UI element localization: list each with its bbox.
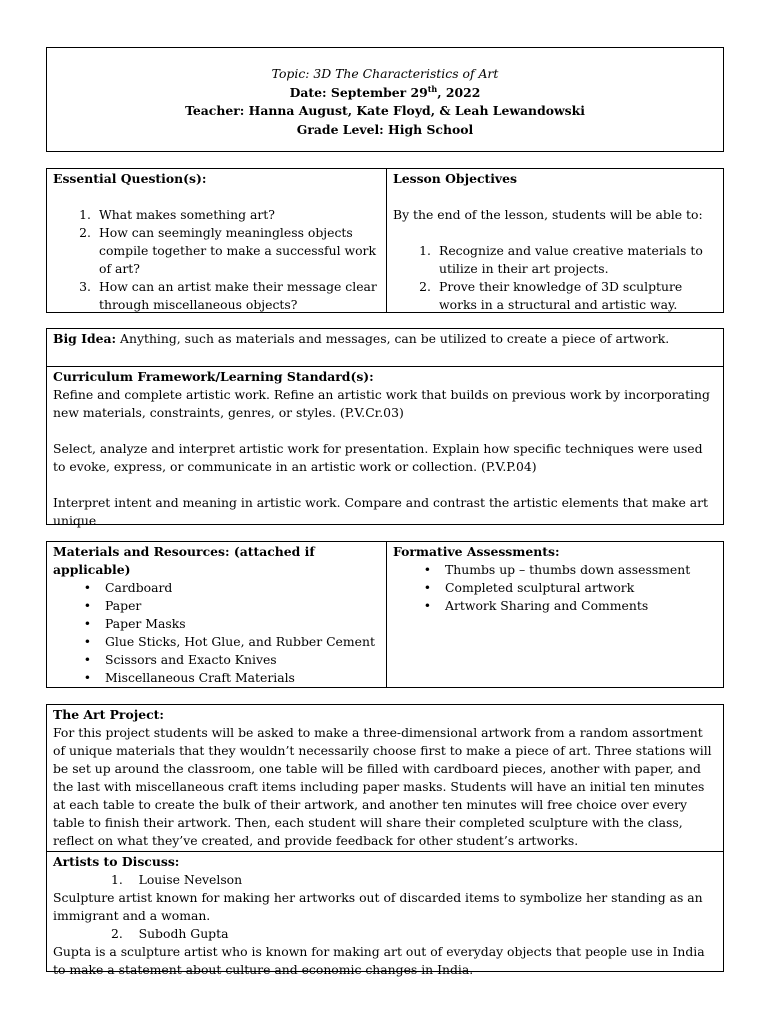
item-text: Scissors and Exacto Knives: [105, 652, 277, 667]
list-item: [53, 615, 380, 633]
date-line: [47, 84, 723, 103]
artist-description: Gupta is a sculpture artist who is known for making art out of everyday objects that people use in India to make a statement about culture and economic changes in India.: [53, 944, 705, 977]
big-idea-label: Big Idea:: [53, 331, 117, 346]
formative-cell: [387, 542, 723, 687]
artist-heading: [53, 871, 717, 889]
artist-name: Louise Nevelson: [138, 872, 243, 887]
item-text: Paper Masks: [105, 616, 186, 631]
item-text: Completed sculptural artwork: [445, 580, 635, 595]
list-item: [393, 579, 717, 597]
artist-description: Sculpture artist known for making her artworks out of discarded items to symbolize her standing as an immigrant and a woman.: [53, 890, 703, 923]
list-item: [53, 206, 380, 224]
materials-list: [53, 579, 380, 687]
item-number: 1.: [79, 207, 91, 222]
bullet-icon: •: [83, 616, 91, 631]
essential-questions-cell: [47, 169, 387, 312]
item-number: 1.: [419, 243, 431, 258]
art-project-text: For this project students will be asked to make a three-dimensional artwork from a random assortment of unique materials that they wouldn’t necessarily choose first to make a piece of art. Three stations will be set up around the classroom, one table will be filled with cardboard pieces, another with paper, and the last with miscellaneous craft items including paper masks. Students will have an initial ten minutes at each table to create the bulk of their artwork, and another ten minutes will free choice over every table to finish their artwork. Then, each student will share their completed sculpture with the class, reflect on what they’ve created, and provide feedback for other student’s artworks.: [53, 725, 712, 848]
date-sup: th: [427, 83, 438, 94]
materials-assessment-table: [46, 541, 724, 688]
list-item: [53, 633, 380, 651]
item-number: 2.: [79, 225, 91, 240]
artists-title: Artists to Discuss:: [53, 854, 180, 869]
item-text: Prove their knowledge of 3D sculpture works in a structural and artistic way.: [439, 279, 683, 312]
artists-cell: [47, 851, 723, 980]
objectives-intro: By the end of the lesson, students will be able to:: [393, 207, 703, 222]
curriculum-title: Curriculum Framework/Learning Standard(s):: [53, 369, 374, 384]
bullet-icon: •: [83, 670, 91, 685]
list-item: [53, 224, 380, 278]
materials-title: Materials and Resources: (attached if applicable): [53, 544, 315, 577]
lesson-objectives-cell: [387, 169, 723, 312]
item-text: Artwork Sharing and Comments: [445, 598, 649, 613]
item-text: Miscellaneous Craft Materials: [105, 670, 295, 685]
artist-name: Subodh Gupta: [138, 926, 229, 941]
list-item: [393, 278, 717, 314]
header-box: [46, 47, 724, 152]
big-idea-text: Anything, such as materials and messages, can be utilized to create a piece of artwork.: [116, 331, 670, 346]
objectives-list: [393, 242, 717, 314]
bullet-icon: •: [423, 562, 431, 577]
topic-title: Topic: 3D The Characteristics of Art: [271, 66, 499, 81]
list-item: [53, 597, 380, 615]
big-idea-curriculum-table: [46, 328, 724, 528]
item-number: 2.: [111, 926, 123, 941]
curriculum-paragraph: Refine and complete artistic work. Refine an artistic work that builds on previous work by incorporating new materials, constraints, genres, or styles. (P.V.Cr.03): [53, 387, 710, 420]
item-text: Glue Sticks, Hot Glue, and Rubber Cement: [105, 634, 375, 649]
item-number: 1.: [111, 872, 123, 887]
grade-line: Grade Level: High School: [296, 121, 474, 137]
bullet-icon: •: [423, 598, 431, 613]
item-text: How can seemingly meaningless objects compile together to make a successful work of art?: [99, 225, 376, 276]
formative-list: [393, 561, 717, 615]
art-project-cell: [47, 705, 723, 851]
item-text: What makes something art?: [99, 207, 275, 222]
artist-heading: [53, 925, 717, 943]
date-suffix: , 2022: [437, 84, 481, 100]
big-idea-cell: [47, 329, 723, 366]
essential-questions-title: Essential Question(s):: [53, 171, 207, 186]
curriculum-cell: [47, 366, 723, 531]
art-project-table: [46, 704, 724, 977]
list-item: [53, 651, 380, 669]
list-item: [393, 242, 717, 278]
questions-objectives-table: [46, 168, 724, 313]
lesson-objectives-title: Lesson Objectives: [393, 171, 517, 186]
curriculum-paragraph: Select, analyze and interpret artistic work for presentation. Explain how specific techniques were used to evoke, express, or communicate in an artistic work or collection. (P.V.P.04): [53, 441, 703, 474]
art-project-title: The Art Project:: [53, 707, 164, 722]
item-number: 3.: [79, 279, 91, 294]
item-text: Thumbs up – thumbs down assessment: [445, 562, 691, 577]
bullet-icon: •: [83, 652, 91, 667]
essential-questions-list: [53, 206, 380, 314]
item-number: 2.: [419, 279, 431, 294]
bullet-icon: •: [83, 580, 91, 595]
list-item: [393, 561, 717, 579]
materials-cell: [47, 542, 387, 687]
formative-title: Formative Assessments:: [393, 544, 560, 559]
teacher-line: Teacher: Hanna August, Kate Floyd, & Leah Lewandowski: [185, 103, 585, 118]
list-item: [53, 669, 380, 687]
item-text: Cardboard: [105, 580, 173, 595]
item-text: Recognize and value creative materials to utilize in their art projects.: [439, 243, 703, 276]
item-text: How can an artist make their message clear through miscellaneous objects?: [99, 279, 377, 312]
list-item: [53, 579, 380, 597]
date-prefix: Date: September 29: [289, 84, 428, 100]
bullet-icon: •: [423, 580, 431, 595]
bullet-icon: •: [83, 598, 91, 613]
list-item: [53, 278, 380, 314]
list-item: [393, 597, 717, 615]
item-text: Paper: [105, 598, 142, 613]
curriculum-paragraph: Interpret intent and meaning in artistic work. Compare and contrast the artistic elements that make art unique: [53, 495, 709, 528]
bullet-icon: •: [83, 634, 91, 649]
